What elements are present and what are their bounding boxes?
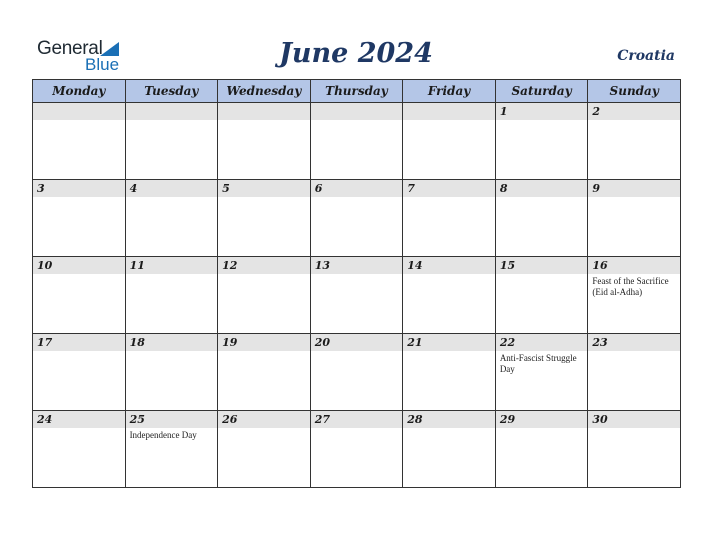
weekday-header: Wednesday <box>218 80 311 103</box>
weekday-header: Thursday <box>310 80 403 103</box>
holiday-label <box>496 274 588 276</box>
day-number: 30 <box>592 413 608 426</box>
holiday-label <box>218 274 310 276</box>
holiday-label <box>496 428 588 430</box>
holiday-label <box>33 428 125 430</box>
day-number: 4 <box>129 182 138 195</box>
day-number: 15 <box>499 259 516 272</box>
day-number-bar <box>588 103 680 120</box>
day-number-bar <box>33 411 125 428</box>
calendar-day-cell <box>403 103 496 180</box>
day-number: 25 <box>129 413 145 426</box>
day-number-bar <box>403 411 495 428</box>
country-label: Croatia <box>617 48 675 64</box>
weekday-header: Saturday <box>495 80 588 103</box>
holiday-label <box>126 351 218 353</box>
day-number-bar <box>311 180 403 197</box>
holiday-label <box>218 428 310 430</box>
calendar-day-cell <box>588 257 681 334</box>
calendar-day-cell <box>495 180 588 257</box>
holiday-label <box>403 120 495 122</box>
holiday-label <box>33 274 125 276</box>
calendar-day-cell <box>125 257 218 334</box>
calendar-week-row <box>33 180 681 257</box>
weekday-header-row <box>33 80 681 103</box>
day-number-bar <box>126 103 218 120</box>
day-number: 2 <box>592 105 601 118</box>
day-number: 7 <box>407 182 415 195</box>
day-number: 26 <box>222 413 238 426</box>
calendar-day-cell <box>218 103 311 180</box>
day-number-bar <box>218 103 310 120</box>
day-number: 23 <box>592 336 608 349</box>
holiday-label: Independence Day <box>129 430 197 440</box>
day-number-bar <box>496 411 588 428</box>
day-number: 11 <box>129 259 145 272</box>
holiday-label <box>403 428 495 430</box>
calendar-day-cell <box>495 103 588 180</box>
calendar-day-cell <box>403 180 496 257</box>
day-number-bar <box>588 334 680 351</box>
holiday-label <box>588 351 680 353</box>
day-number-bar <box>588 257 680 274</box>
holiday-label <box>311 120 403 122</box>
day-number-bar <box>403 257 495 274</box>
day-number-bar <box>218 257 310 274</box>
day-number: 16 <box>592 259 608 272</box>
day-number: 29 <box>499 413 516 426</box>
calendar-day-cell <box>125 103 218 180</box>
holiday-label <box>218 351 310 353</box>
day-number: 13 <box>314 259 330 272</box>
day-number: 28 <box>407 413 423 426</box>
day-number-bar <box>33 334 125 351</box>
day-number-bar <box>496 334 588 351</box>
day-number: 6 <box>314 182 323 195</box>
day-number: 10 <box>37 259 53 272</box>
day-number: 20 <box>314 336 330 349</box>
calendar-week-row <box>33 257 681 334</box>
calendar-day-cell <box>33 180 126 257</box>
calendar-day-cell <box>588 334 681 411</box>
day-number: 8 <box>499 182 508 195</box>
calendar-day-cell <box>495 257 588 334</box>
day-number: 3 <box>37 182 45 195</box>
day-number-bar <box>126 257 218 274</box>
holiday-label <box>496 197 588 199</box>
weekday-header: Tuesday <box>125 80 218 103</box>
day-number: 17 <box>37 336 53 349</box>
day-number: 14 <box>407 259 423 272</box>
calendar-day-cell <box>218 180 311 257</box>
calendar-day-cell <box>218 411 311 488</box>
day-number-bar <box>496 180 588 197</box>
calendar-day-cell <box>310 180 403 257</box>
holiday-label <box>126 197 218 199</box>
day-number-bar <box>588 180 680 197</box>
holiday-label <box>588 428 680 430</box>
calendar-day-cell <box>403 411 496 488</box>
day-number-bar <box>126 411 218 428</box>
weekday-header: Friday <box>403 80 496 103</box>
calendar-day-cell <box>588 411 681 488</box>
calendar-day-cell <box>588 103 681 180</box>
holiday-label <box>403 351 495 353</box>
calendar-week-row <box>33 334 681 411</box>
calendar-day-cell <box>218 334 311 411</box>
holiday-label <box>311 197 403 199</box>
day-number: 22 <box>499 336 516 349</box>
holiday-label <box>311 351 403 353</box>
day-number-bar <box>588 411 680 428</box>
holiday-label <box>218 120 310 122</box>
calendar-day-cell <box>495 334 588 411</box>
calendar-week-row <box>33 411 681 488</box>
day-number: 24 <box>37 413 53 426</box>
page-title: June 2024 <box>279 38 433 69</box>
holiday-label <box>218 197 310 199</box>
calendar-day-cell <box>33 411 126 488</box>
calendar-day-cell <box>125 411 218 488</box>
day-number: 19 <box>222 336 238 349</box>
day-number-bar <box>311 411 403 428</box>
holiday-label <box>126 120 218 122</box>
day-number-bar <box>33 257 125 274</box>
weekday-header: Monday <box>33 80 126 103</box>
calendar-day-cell <box>310 103 403 180</box>
day-number-bar <box>311 103 403 120</box>
day-number-bar <box>496 257 588 274</box>
calendar-grid <box>32 79 681 488</box>
holiday-label: Anti-Fascist Struggle Day <box>499 353 577 374</box>
holiday-label <box>33 197 125 199</box>
holiday-label: Feast of the Sacrifice (Eid al-Adha) <box>592 276 669 297</box>
day-number: 1 <box>499 105 508 118</box>
calendar-day-cell <box>495 411 588 488</box>
day-number-bar <box>218 180 310 197</box>
day-number-bar <box>496 103 588 120</box>
day-number-bar <box>33 103 125 120</box>
day-number: 27 <box>314 413 330 426</box>
holiday-label <box>126 274 218 276</box>
day-number-bar <box>218 334 310 351</box>
calendar-day-cell <box>403 257 496 334</box>
day-number: 18 <box>129 336 145 349</box>
day-number: 5 <box>222 182 230 195</box>
day-number-bar <box>403 180 495 197</box>
holiday-label <box>496 120 588 122</box>
day-number-bar <box>311 257 403 274</box>
day-number-bar <box>311 334 403 351</box>
holiday-label <box>588 120 680 122</box>
calendar-day-cell <box>218 257 311 334</box>
holiday-label <box>403 274 495 276</box>
day-number-bar <box>126 180 218 197</box>
day-number: 9 <box>592 182 601 195</box>
calendar-day-cell <box>33 334 126 411</box>
calendar-day-cell <box>310 411 403 488</box>
day-number: 21 <box>407 336 423 349</box>
brand-name-general: General <box>37 38 103 59</box>
calendar-day-cell <box>403 334 496 411</box>
day-number-bar <box>126 334 218 351</box>
calendar-day-cell <box>310 257 403 334</box>
day-number: 12 <box>222 259 238 272</box>
brand-name-blue: Blue <box>85 55 120 74</box>
holiday-label <box>588 197 680 199</box>
holiday-label <box>33 120 125 122</box>
weekday-header: Sunday <box>588 80 681 103</box>
calendar-day-cell <box>588 180 681 257</box>
calendar-day-cell <box>125 334 218 411</box>
holiday-label <box>311 274 403 276</box>
day-number-bar <box>403 334 495 351</box>
holiday-label <box>33 351 125 353</box>
holiday-label <box>403 197 495 199</box>
calendar-day-cell <box>310 334 403 411</box>
calendar-day-cell <box>33 257 126 334</box>
day-number-bar <box>218 411 310 428</box>
calendar-week-row <box>33 103 681 180</box>
day-number-bar <box>403 103 495 120</box>
calendar-day-cell <box>33 103 126 180</box>
day-number-bar <box>33 180 125 197</box>
calendar-day-cell <box>125 180 218 257</box>
holiday-label <box>311 428 403 430</box>
